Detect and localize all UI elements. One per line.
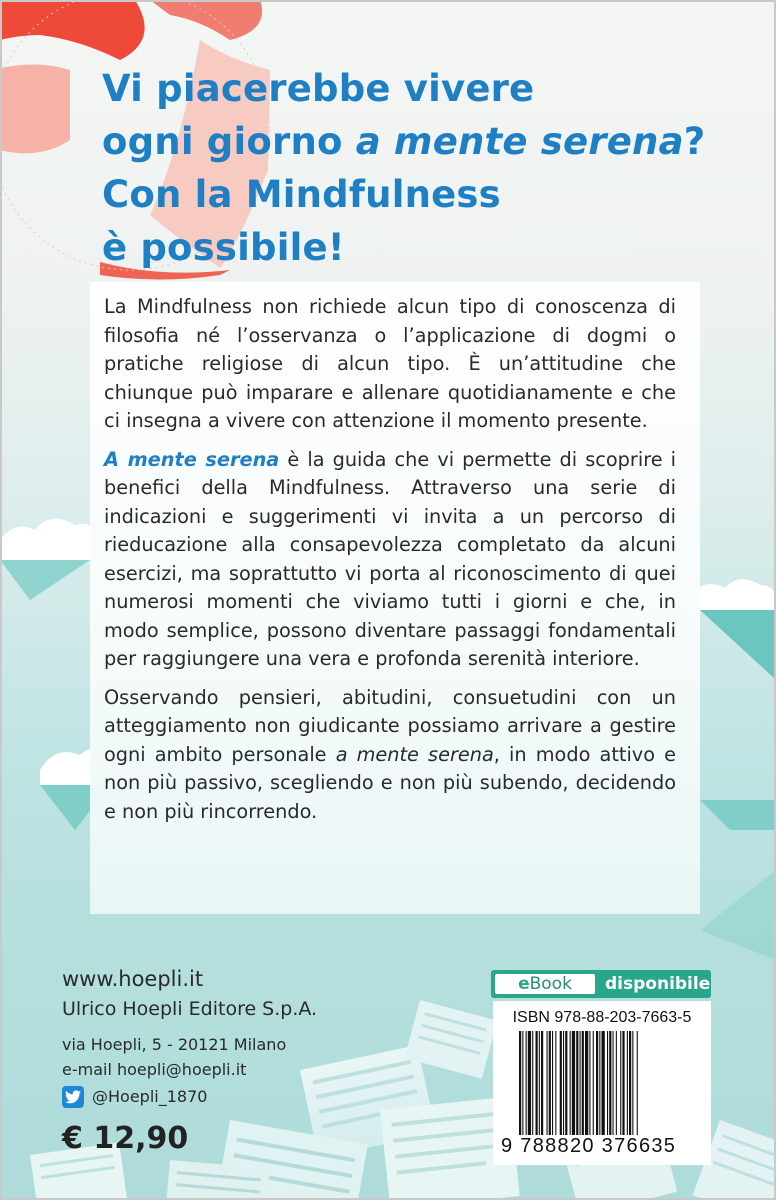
headline-line-2 [102, 115, 742, 168]
headline-line-3: Con la Mindfulness [102, 173, 501, 216]
blurb-paragraph-2 [104, 446, 676, 674]
headline-book-title: a mente serena [355, 120, 684, 163]
barcode-bar [539, 1031, 540, 1135]
barcode-bar [607, 1031, 608, 1135]
blurb-paragraph-2-text: è la guida che vi permette di scoprire i benefici della Mindfulness. Attraverso una serie di indicazioni e suggerimenti vi invita a un percorso di rieducazione alla consapevolezza completato da alcuni esercizi, ma soprattutto vi porta al riconoscimento di quei numerosi momenti che viviamo tutti i giorni e che, in modo semplice, possono diventare passaggi fondamentali per raggiungere una vera e profonda serenità interiore. [104, 447, 676, 670]
ebook-label-rest: Book [529, 974, 572, 994]
headline [102, 62, 742, 274]
barcode-bar [580, 1031, 581, 1135]
ebook-badge [491, 970, 711, 998]
publisher-address: via Hoepli, 5 - 20121 Milano [62, 1035, 287, 1054]
twitter-icon [62, 1086, 84, 1108]
barcode-bar [563, 1031, 564, 1135]
blurb-text [104, 293, 676, 836]
barcode-bar [599, 1031, 600, 1135]
barcode-bar [522, 1031, 523, 1135]
blurb-paragraph-3 [104, 684, 676, 827]
barcode-bar [555, 1031, 556, 1135]
publisher-info [62, 965, 317, 1162]
barcode-bar [585, 1031, 588, 1135]
publisher-website[interactable]: www.hoepli.it [62, 967, 204, 991]
barcode-bar [620, 1031, 621, 1135]
barcode-bar [629, 1031, 631, 1135]
publisher-twitter[interactable] [62, 1082, 317, 1112]
barcode-bar [627, 1031, 628, 1135]
barcode-bar [589, 1031, 590, 1135]
barcode-digits: 9 788820 376635 [501, 1135, 677, 1157]
headline-question-mark: ? [683, 120, 706, 163]
cloud-right [690, 579, 776, 830]
barcode-bar [582, 1031, 584, 1135]
twitter-handle: @Hoepli_1870 [92, 1087, 208, 1106]
barcode-bar [549, 1031, 551, 1135]
barcode-bar [528, 1031, 531, 1135]
barcode-bar [547, 1031, 548, 1135]
barcode-bar [596, 1031, 598, 1135]
barcode-bar [565, 1031, 567, 1135]
headline-line-2-start: ogni giorno [102, 120, 356, 163]
barcode-bar [570, 1031, 571, 1135]
barcode-bar [609, 1031, 611, 1135]
barcode-box [493, 1001, 711, 1165]
barcode-bar [637, 1031, 638, 1135]
publisher-email[interactable]: e-mail hoepli@hoepli.it [62, 1060, 247, 1079]
blurb-paragraph-1: La Mindfulness non richiede alcun tipo di conoscenza di filosofia né l’osservanza o l’applicazione di dogmi o pratiche religiose di alcun tipo. È un’attitudine che chiunque può imparare e allenare quotidianamente e che ci insegna a vivere con attenzione il momento presente. [104, 295, 676, 432]
blurb-paragraph-3-end: , in modo attivo e non più passivo, scegliendo e non più subendo, decidendo e non più rincorrendo. [104, 742, 676, 823]
barcode-bar [602, 1031, 605, 1135]
barcode-bar [576, 1031, 578, 1135]
barcode-bar [532, 1031, 533, 1135]
ebook-label [495, 974, 595, 994]
blurb-paragraph-3-start: Osservando pensieri, abitudini, consuetudini con un atteggiamento non giudicante possiamo arrivare a gestire ogni ambito personale [104, 685, 676, 766]
barcode-bar [616, 1031, 617, 1135]
barcode-bar [622, 1031, 624, 1135]
barcode-bar [632, 1031, 633, 1135]
blurb-paragraph-3-title: a mente serena [335, 742, 494, 766]
barcode-bar [593, 1031, 594, 1135]
barcode-icon [519, 1031, 687, 1135]
barcode-bar [613, 1031, 614, 1135]
barcode-bar [519, 1031, 521, 1135]
barcode-bar [572, 1031, 575, 1135]
barcode-bar [541, 1031, 543, 1135]
barcode-bar [560, 1031, 562, 1135]
isbn-number: ISBN 978-88-203-7663-5 [512, 1009, 692, 1026]
headline-line-1: Vi piacerebbe vivere [102, 67, 535, 110]
ebook-label-e: e [518, 974, 530, 994]
blurb-book-title: A mente serena [104, 447, 280, 471]
cloud-left-top [0, 519, 100, 600]
headline-line-4: è possibile! [102, 226, 345, 269]
ebook-status: disponibile [605, 974, 711, 994]
barcode-bar [536, 1031, 538, 1135]
barcode-bar [526, 1031, 527, 1135]
publisher-name: Ulrico Hoepli Editore S.p.A. [62, 998, 318, 1020]
price: € 12,90 [62, 1121, 189, 1156]
barcode-bar [552, 1031, 553, 1135]
